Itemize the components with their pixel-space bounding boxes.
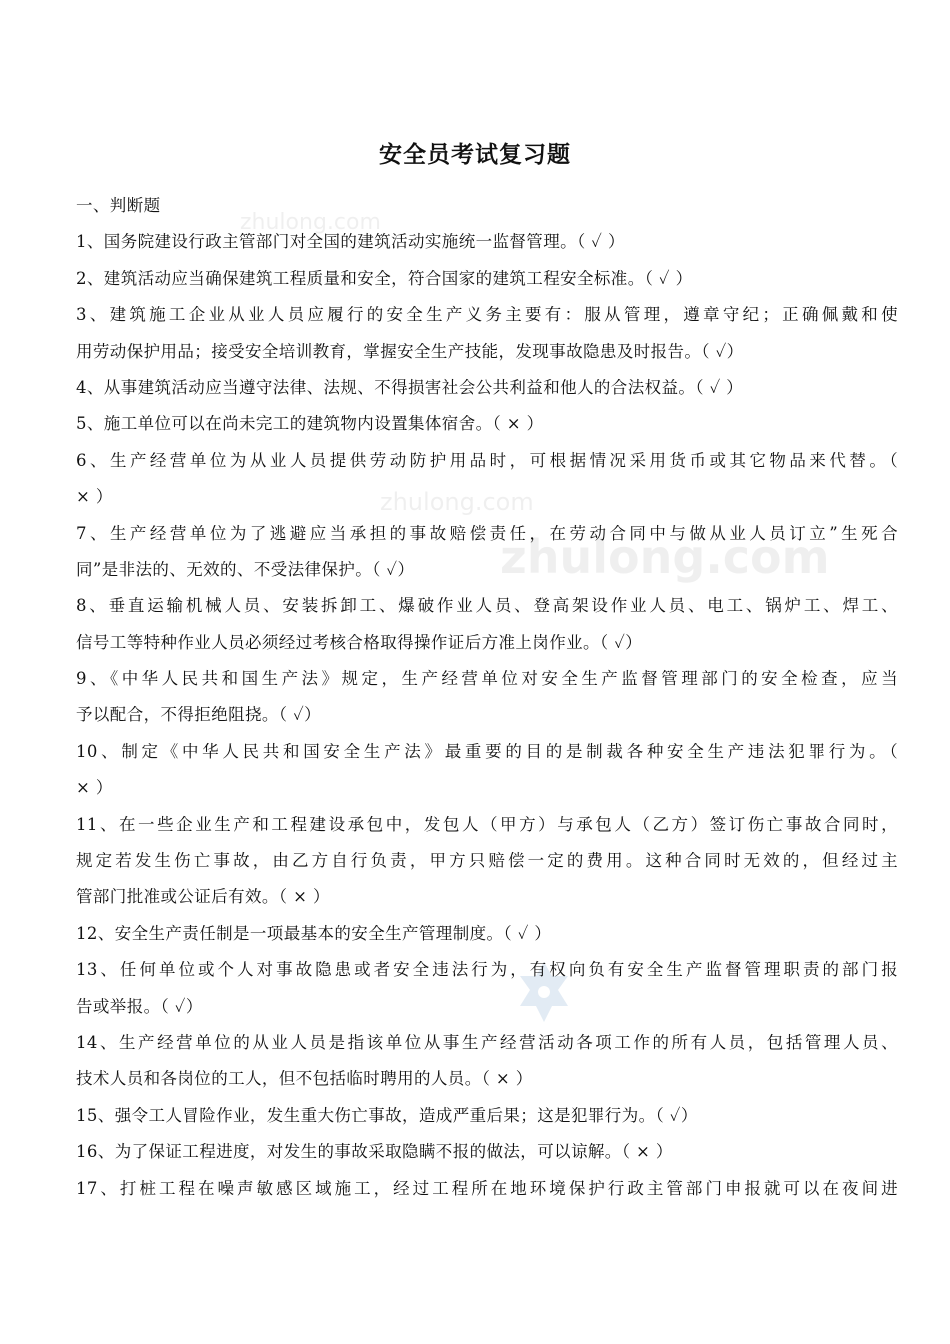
question-line: 14、生产经营单位的从业人员是指该单位从事生产经营活动各项工作的所有人员，包括管理人员、 (76, 1032, 898, 1052)
watermark-text: zhulong.com (500, 530, 830, 584)
watermark-text: zhulong.com (240, 210, 381, 235)
question-line: 8、垂直运输机械人员、安装拆卸工、爆破作业人员、登高架设作业人员、电工、锅炉工、焊工、 (76, 596, 898, 616)
section-heading: 一、判断题 (76, 196, 161, 215)
question-line: 予以配合，不得拒绝阻挠。（ ✓） (76, 705, 322, 725)
question-line: 技术人员和各岗位的工人，但不包括临时聘用的人员。（ × ） (76, 1069, 533, 1089)
question-line: 1、国务院建设行政主管部门对全国的建筑活动实施统一监督管理。（ ✓ ） (76, 232, 625, 252)
question-line: 用劳动保护用品；接受安全培训教育，掌握安全生产技能，发现事故隐患及时报告。（ ✓） (76, 341, 744, 361)
page-title: 安全员考试复习题 (379, 141, 571, 168)
question-line: 规定若发生伤亡事故，由乙方自行负责，甲方只赔偿一定的费用。这种合同时无效的，但经过主 (76, 851, 898, 871)
question-list (76, 188, 898, 1207)
question-line: 管部门批准或公证后有效。（ × ） (76, 887, 330, 907)
question-line: 10、制定《中华人民共和国安全生产法》最重要的目的是制裁各种安全生产违法犯罪行为。（ (76, 741, 898, 761)
question-line: × ） (76, 487, 113, 507)
question-line: 7、生产经营单位为了逃避应当承担的事故赔偿责任，在劳动合同中与做从业人员订立”生死合 (76, 523, 898, 543)
question-line: 12、安全生产责任制是一项最基本的安全生产管理制度。（ ✓ ） (76, 923, 552, 943)
question-line: 4、从事建筑活动应当遵守法律、法规、不得损害社会公共利益和他人的合法权益。（ ✓ ） (76, 377, 744, 397)
question-line: 9、《中华人民共和国生产法》规定，生产经营单位对安全生产监督管理部门的安全检查，应当 (76, 669, 898, 689)
question-line: × ） (76, 778, 113, 798)
question-line: 3、建筑施工企业从业人员应履行的安全生产义务主要有：服从管理，遵章守纪；正确佩戴和使 (76, 305, 898, 325)
question-line: 5、施工单位可以在尚未完工的建筑物内设置集体宿舍。（ × ） (76, 414, 544, 434)
watermark-text: zhulong.com (380, 488, 534, 516)
question-line: 同”是非法的、无效的、不受法律保护。（ ✓） (76, 559, 415, 579)
question-line: 13、任何单位或个人对事故隐患或者安全违法行为，有权向负有安全生产监督管理职责的部门报 (76, 960, 898, 980)
question-line: 11、在一些企业生产和工程建设承包中，发包人（甲方）与承包人（乙方）签订伤亡事故合同时， (76, 814, 898, 834)
question-line: 6、生产经营单位为从业人员提供劳动防护用品时，可根据情况采用货币或其它物品来代替。（ (76, 450, 898, 470)
question-line: 17、打桩工程在噪声敏感区域施工，经过工程所在地环境保护行政主管部门申报就可以在夜间进 (76, 1178, 898, 1198)
question-line: 2、建筑活动应当确保建筑工程质量和安全，符合国家的建筑工程安全标准。（ ✓ ） (76, 268, 693, 288)
question-line: 告或举报。（ ✓） (76, 996, 203, 1016)
question-line: 16、为了保证工程进度，对发生的事故采取隐瞒不报的做法，可以谅解。（ × ） (76, 1142, 673, 1162)
question-line: 15、强令工人冒险作业，发生重大伤亡事故，造成严重后果；这是犯罪行为。（ ✓） (76, 1105, 698, 1125)
question-line: 信号工等特种作业人员必须经过考核合格取得操作证后方准上岗作业。（ ✓） (76, 632, 643, 652)
